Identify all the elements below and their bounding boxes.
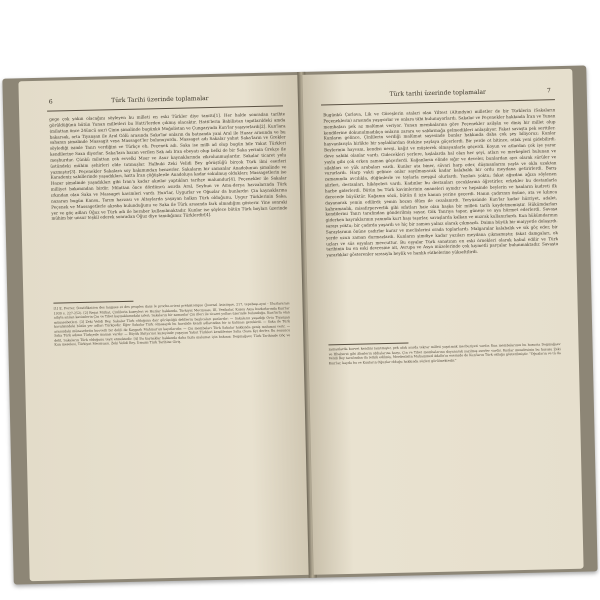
open-book <box>2 65 597 584</box>
right-footnotes: zamanlarda kuvvet kendini tanıtmıştır, pek ufak asırda tekrar milleti yaşatmak mecburiyeti vardır. Kun membalarının bu hususta Dogmağaev ve Hbaberst gibi âlimlerin iddialarına karşı, Çin ve Tibet membalarına dayanarak yazılmış eserler vardır. Kunlar meselesinin bu hususu Zeki Velidi Bey tarafından da tetkik edilmiş, Merdenbilin Muhammed Adalîn'ın eserinde de Kun'ların Türk olduğu gösterilmiştir. "Oğuzların ve tâ da Kun'lar, kayda bu ve Kunların Oğuzlar olduğu hakkında sözleri görülmektedir." <box>328 342 561 365</box>
left-page <box>18 75 311 581</box>
right-page <box>302 69 583 575</box>
left-body-text: gege çok yakın olacağını söyleyen bu milleti en eski Türkler diye tanıttı[1]. Her halde sonradan tarihte görüldüğünü bütün Yunan milletleri bu Hatti'lerden çıkmış olacaktır. Hatti'lerin Babilistan tapıtlarıldeki amda (milattan önce 24üncü asır) Çinin şimalinde bugünkü Moğolistan ve Çungaryada Kun'lar yaşıyorlardı[2]. Kun'lara bakarsak, orta Tiyanşan ile Aral Gölü arasında Saka'lar onların da batısında yani Aral ile Hazar arasında ve bu sahanın şimalinde Massagit veya Massaget'ler bulunuyordu. Massaget adı Sakalar yahut Saka'ların ve Grekler söylediği isimle Tanrı verdiğini ve Türkçe eb, Peçenek adı. Saka ise milli ad olup bugün bile Yakut Türkleri kendilerine Saxa diyorlar. Saka'lara bazan verilen Sak adı Iran ebeyatı olup belki de bir Saka yerinin Grekçe ile meşhurdur. Çünkü milattan çok evvelki Mısır ve Asur kaynaklarında zikrolunmuşlardır. Sakalar ticaret yolu üstündeki mühim şehirleri elde tutmuşlar. Halbuki Zeki Velidi Bey görüştüğü birçok Türk ilmi eserleri yazmıştır[3]. Peçenekler Sakalara soy bakımından benzerler. Sakaların bir zamanlar Anadolunun şimalinde ve Karadeniz sahillerinde yaşadıkları, hatta İran çöğüşlerde Anadoluya kadar sokulmuş oldukları; Massagetlerin ise Hazar şimalinde yaşadıkları gibi İran'a kadar akınlar yaptıkları tarihçe malumdur[4]. Peçenekler ile Sakalar milliyet bakımından birdir. Milattan önce dördüncü asırda Aral, Seyhun ve Amu-derya havzalarında Türk ırkından olan Saka ve Massaget kavimleri vardı. Hun'lar, Uygurlar ve Oğuzlar da bunlardır. Çin kaynaklarına nazaran bugün Kansu, Tarım havzası ve Altaylarda yaşayan halkın Türk olduğunu, Uygur Türklerinin Saka, Peçenek ve Massagetlerle akraba bulunduğunu ve Saka ile Türk arasında fark olmadığını gösterir. Yine sonraki yer ve göç adları Oğuz ve Türk adı ile beraber kullanılmaktadır. Kunlar ise şöylece bütün Türk boyları üzerinde mühim bir unsur teşkil ederek sonradan Oğuz diye tanıdığımız Türklerdir[4]. <box>49 111 288 221</box>
left-page-number: 6 <box>48 98 53 106</box>
right-page-blank-area <box>310 387 584 575</box>
right-running-head-title: Türk tarihi üzerinde toplamalar <box>389 88 486 98</box>
left-footnote-rule <box>53 301 133 304</box>
left-footnotes: [1] E. Forrer, Stratifikation des langues et des peuples dans le proche-orient préhistorique (Journal Asiatique, 217, tepebaşı-ayni - Uluslararası 1930 s. 227-252). [2] Reşat Mithat, Çinlilerin kuzeyleri ve Hunlar hakkında, Türkiyat Mecmuası, III, Vesikalar, Kuzey Asya bozkırlarında Kun'lar adıyla anılan kavimlerin Çin ve Tibet kaynaklarındaki izleri; Sakaların bir zamanlar Çin illeri ile ticaret yolları üzerinde bulunduğu, Kun'larla olan münasebetleri. [3] Zeki Velidi Bey, Sakalar Türk olduğuna dair görüştüğü delillerin başlıcaları şunlardır: — Sakaların yaşadığı Orta Tiyanşan havalisindeki bütün yer adları Türkçedir. Eğer Sakalar Türk olmasaydı bu havalide kendi adlarından bir iz kalması gerekirdi. — Saka ile Türk arasındaki münasebetin kuvvetli bir delili de Kaşgarlı Mahmut'un kayıtlarıdır. — Çin membaları Türk Sakalar hakkında geniş malumat verir. — Saka Türk adının Türkçede manası vardır. — Büyük Skitya'nın kuzeyinde yaşayan Yakut Türkleri kendilerine Saha (Saxa Ky) derler. Bu sonuncu delil, Sakaların Türk olduğunu teyit etmektedir. [4] Bu kaynaklar hakkında daha fazla malumat için bakınız: Dogmağaev, Türk Tarihinde Göç ve Kun meselesi, Türkiyat Mecmuası. Zeki Velidi Bey, Umumi Türk Tarihine Giriş. <box>53 301 291 347</box>
right-body-text: Bugünkü Çorlova, Lik ve Göreşlerin atalari olan Yiltest (Altındyin) milletler de bir Türklerin (Sakaların Peçeneklerin) arasında yaşıyorlar ve onlara tâbi bulunuyorlardı. Sakalar ve Peçenekler hakkında İran ve Yunan membaları pek az malûmat veriyor. Yunan membalarına göre Peçenekler asilşân ve diniş bir millet olup kendilerine dokunulmadıkça onların zarara ve saldırmağa gelmedikleri anlaşılıyor. Fakat savaşta pek serttiler. Kunların gelince, Çinlilerin verdiği malûmat sayesinde bunlar hakkında daha çok şey biliyoruz: Kunlar hayvanlarıyla birlikte bir yaylaklardan ötekine yaylaya göçerlerdi. Bir yerde ot bitince, otlak yeni gidebilirdi. Beylerinin hayvanı, kendisi nevşi, kağıt ve müşterek olmayanlarla göçerdi. Koyun ve atlardan çok işe yarar deve sahibi olanlar vardı. Gidecekleri yerlere, kışlalarda hal olan her şeyi, atları ve merkepleri bulunan ve yayla gibi çok erken zaman göçerlerdi. Kağanların elinde sığır ve develer, bunlardan ayrı olarak sürüler ve silahları ve yük arabaları vardı. Kunlar ata biner, süvari harp eder, düşmanlarını yayla ve okla uzaktan vururlardı. Harp vakti gelince onlar sayılmayacak kadar kalabalık bir ordu meydana getirirlerdi. Barış zamanında avcılıkla, düğünlerle ve toylarla meşgul olurlardı. Yazıları yoktu; fakat ağızdan ağıza söylenen şiirleri, destanları, hikâyeleri vardı. Kadınlar bu destanları çocuklarına öğretirler, erkekler bu destanlarla harbe giderlerdi. Bütün bu Türk kavimlerinin ananeleri aynıdır ve hepsinde beylerin ve hanların kudreti ilk derecede büyüktür. Kağanın sözü, bütün il için kanun yerine geçerdi. Hanın çadırının önüne, ata ve kılınca dayanarak yemin edilirdi; yemin bozan ölüm ile cezalanırdı. Yeryüzünde Kun'lar kadar hürriyet, adalet, kahramanlık, misafirperverlik gibi sıfatları haiz olan başka bir milleti tarih kaydetmemiştir. Hükümdarları kendilerini Tanrı tarafından gönderilmiş sayar, Gök Tanrıya tapar, güneşe ve aya hürmet ederlerdi. Savaşa giderken bayraklarının yanında kurt başı taşırlar, savaşlarda kalkan ve mızrak kullanırlardı. Kun hükümdarının sarayı yoktu; bir çadırda yaşardı ve hiç bir zaman yalnız olarak çıkmazdı. Daima büyük bir maiyyetle dolaşırdı. Saraylarının önüne çadırlar kurar ve meclislerini orada toplarlardı. Malgaralar kalabalık ve sık göç eder, bir yerde uzun zaman durmazlardı. Kunların şimdiye kadar yazıları meydana çıkmamıştır, fakat damgaları, ok uçları ve süs eşyaları mevcuttur. Bu eşyalar Türk sanatının en eski örnekleri olarak kabul edilir ve Türk tarihinin bu en eski devresine ait, Avrupa ve Asya müzelerinde çok kıymetli parçalar bulunmaktadır. Savaşta yararlıklar gösterenler sırasıyla beylik ve hanlık rütbelerine yükseltilirdi. <box>323 107 559 258</box>
right-page-number: 7 <box>546 87 551 95</box>
left-running-head-title: Türk Tarihi üzerinde toplamalar <box>111 95 209 105</box>
